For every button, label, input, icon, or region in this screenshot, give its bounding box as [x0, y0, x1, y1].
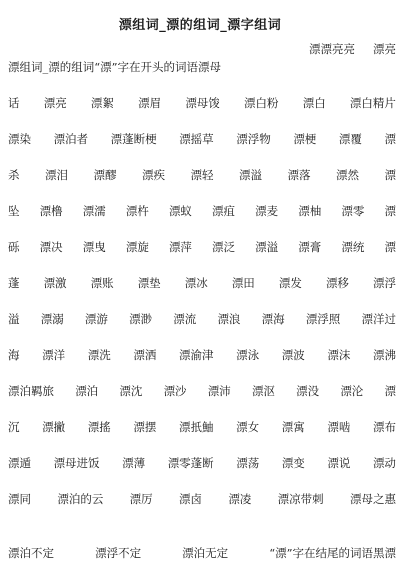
word: 漂没	[296, 384, 320, 398]
word: 漂橹	[39, 204, 63, 218]
word-row	[8, 490, 396, 508]
word: 漂蓬断梗	[110, 132, 157, 146]
word: 漂扺鮋	[179, 420, 214, 434]
word: 漂动	[372, 456, 396, 470]
word: 漂渺	[129, 312, 153, 326]
word: 漂泊不定	[8, 546, 54, 560]
word: 漂海	[261, 312, 285, 326]
word: 漂摆	[133, 420, 157, 434]
word: 漂泊无定	[182, 546, 229, 560]
word: 漂絮	[90, 96, 114, 110]
word: 漂	[384, 132, 396, 146]
word: 砾	[8, 240, 20, 254]
word: 漂沙	[163, 384, 187, 398]
word: 漂搖	[87, 420, 111, 434]
word: 漂亮	[43, 96, 67, 110]
word: 话	[8, 96, 20, 110]
word: 漂濡	[82, 204, 106, 218]
intro-line: 漂组词_漂的组词“漂”字在开头的词语漂母	[8, 60, 222, 74]
word: 漂沸	[373, 348, 396, 362]
word: 蓬	[8, 276, 20, 290]
word: 漂溢	[239, 168, 262, 182]
word: “漂”字在结尾的词语黑漂	[269, 546, 396, 560]
word: 漂沛	[207, 384, 231, 398]
word-row	[8, 274, 396, 292]
word: 漂啮	[327, 420, 351, 434]
word: 漂垫	[137, 276, 161, 290]
word: 漂洋过	[361, 312, 396, 326]
word: 漂田	[231, 276, 255, 290]
word: 漂旋	[125, 240, 149, 254]
word: 漂漂亮亮	[309, 42, 355, 56]
word: 漂波	[281, 348, 305, 362]
word: 漂泛	[212, 240, 236, 254]
word: 漂白粉	[244, 96, 279, 110]
word-row	[8, 346, 396, 364]
word: 漂浮物	[236, 132, 271, 146]
word: 漂统	[341, 240, 365, 254]
word: 漂柚	[298, 204, 322, 218]
word: 漂母之惠	[349, 492, 396, 506]
word-row	[8, 166, 396, 184]
word: 沉	[8, 420, 20, 434]
word: 漂覆	[338, 132, 362, 146]
word: 漂眉	[138, 96, 162, 110]
word: 漂流	[173, 312, 197, 326]
word: 漂洒	[133, 348, 157, 362]
word: 漂轻	[190, 168, 214, 182]
word: 漂	[384, 240, 396, 254]
word: 漂泊	[75, 384, 99, 398]
word: 漂寓	[281, 420, 305, 434]
word: 漂母馂	[185, 96, 220, 110]
word: 漂沈	[119, 384, 143, 398]
word: 溢	[8, 312, 20, 326]
word: 漂撇	[42, 420, 66, 434]
word: 漂	[384, 204, 396, 218]
word: 漂亮	[373, 42, 396, 56]
top-right-words	[8, 40, 396, 58]
word: 漂厉	[129, 492, 153, 506]
word: 漂卤	[178, 492, 202, 506]
word: 漂萍	[168, 240, 192, 254]
word: 漂沦	[340, 384, 364, 398]
word: 漂白精片	[349, 96, 396, 110]
page-title: 漂组词_漂的组词_漂字组词	[118, 18, 282, 33]
word: 漂梗	[293, 132, 317, 146]
word: 漂女	[236, 420, 260, 434]
word: 漂曳	[82, 240, 106, 254]
word: 漂渝津	[179, 348, 214, 362]
word: 漂浪	[217, 312, 241, 326]
word: 漂浮	[373, 276, 396, 290]
word: 漂泳	[236, 348, 260, 362]
word: 漂	[384, 168, 396, 182]
word: 漂落	[287, 168, 311, 182]
word: 漂遁	[8, 456, 31, 470]
word: 漂决	[39, 240, 63, 254]
word: 漂泊的云	[57, 492, 104, 506]
word: 漂激	[43, 276, 67, 290]
word: 漂洗	[87, 348, 111, 362]
word: 海	[8, 348, 20, 362]
word: 漂账	[90, 276, 114, 290]
word: 漂膏	[298, 240, 322, 254]
word: 漂变	[281, 456, 305, 470]
word: 漂冰	[184, 276, 208, 290]
word: 漂凉带刺	[277, 492, 324, 506]
word: 漂同	[8, 492, 31, 506]
word-row	[8, 310, 396, 328]
word: 漂麦	[255, 204, 279, 218]
word-row	[8, 202, 396, 220]
word: 漂泊者	[53, 132, 89, 146]
word: 漂零	[341, 204, 365, 218]
word: 漂母进饭	[53, 456, 100, 470]
word: 漂移	[325, 276, 349, 290]
word: 漂泊羁旅	[8, 384, 54, 398]
word-row	[8, 382, 396, 400]
word: 漂疾	[142, 168, 165, 182]
word: 漂	[384, 384, 396, 398]
word: 漂凌	[228, 492, 252, 506]
word: 坠	[8, 204, 20, 218]
last-line	[8, 544, 396, 562]
word: 漂摇草	[179, 132, 214, 146]
word: 漂说	[327, 456, 351, 470]
word-row	[8, 238, 396, 256]
word: 漂沤	[251, 384, 275, 398]
word: 漂薄	[122, 456, 146, 470]
word: 漂染	[8, 132, 31, 146]
word: 漂布	[373, 420, 396, 434]
word: 漂然	[336, 168, 359, 182]
word-row	[8, 130, 396, 148]
word-row	[8, 454, 396, 472]
word: 漂白	[302, 96, 326, 110]
word: 杀	[8, 168, 20, 182]
word: 漂溺	[40, 312, 64, 326]
word: 漂溢	[255, 240, 279, 254]
word: 漂醪	[93, 168, 117, 182]
word: 漂沫	[327, 348, 351, 362]
word: 漂浮照	[305, 312, 341, 326]
word: 漂浮不定	[95, 546, 142, 560]
word: 漂蚁	[168, 204, 192, 218]
word: 漂发	[278, 276, 302, 290]
word-row	[8, 418, 396, 436]
word: 漂泪	[45, 168, 68, 182]
word: 漂荡	[236, 456, 260, 470]
word: 漂游	[84, 312, 108, 326]
word: 漂洋	[42, 348, 66, 362]
word-row	[8, 94, 396, 112]
word: 漂杵	[125, 204, 149, 218]
word: 漂零蓬断	[167, 456, 214, 470]
word: 漂疽	[212, 204, 236, 218]
